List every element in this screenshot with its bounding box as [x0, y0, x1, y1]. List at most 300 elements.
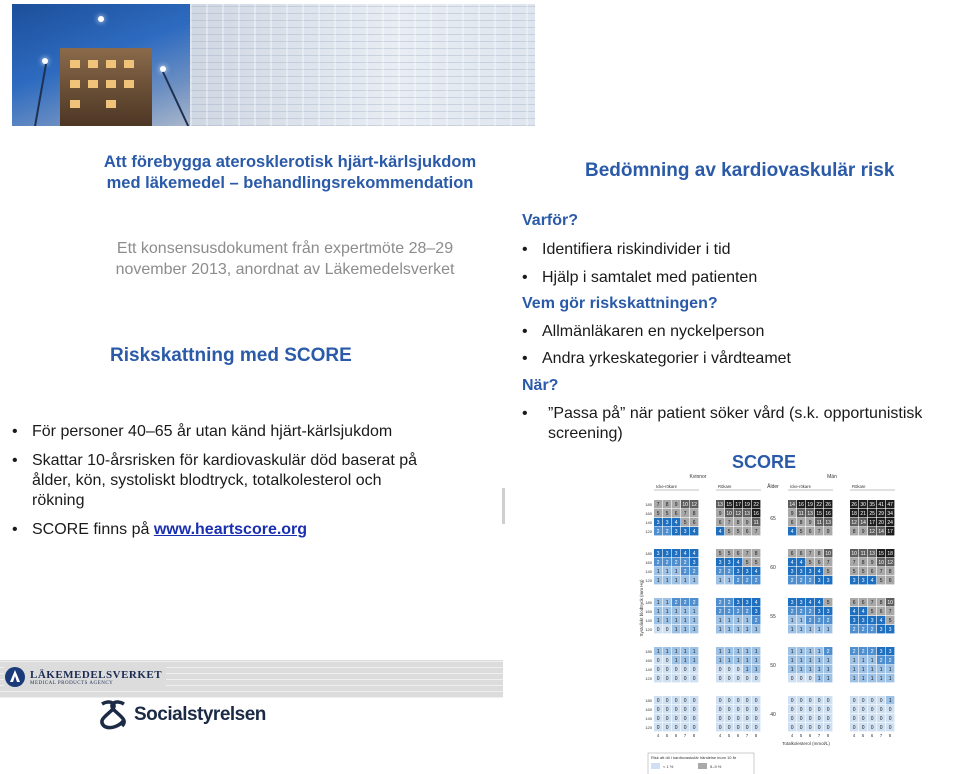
chart-x-tick: 7	[817, 733, 821, 738]
heatmap-cell-value: 2	[745, 578, 749, 584]
heatmap-cell-value: 0	[692, 698, 696, 704]
heatmap-cell-value: 2	[852, 627, 856, 633]
heatmap-cell-value: 0	[861, 707, 865, 713]
heatmap-cell-value: 1	[665, 569, 669, 575]
heatmap-cell-value: 4	[870, 578, 874, 584]
heatmap-cell-value: 1	[736, 618, 740, 624]
heatmap-cell-value: 17	[869, 520, 875, 526]
heatmap-cell-value: 29	[878, 511, 884, 517]
heatmap-cell-value: 0	[656, 627, 660, 633]
chart-sbp-label: 120	[645, 676, 652, 681]
heatmap-cell-value: 4	[817, 600, 821, 606]
heatmap-cell-value: 1	[683, 627, 687, 633]
heatmap-cell-value: 0	[745, 725, 749, 731]
heatmap-cell-value: 5	[656, 511, 660, 517]
heatmap-cell-value: 0	[718, 707, 722, 713]
question-who: Vem gör riskskattningen?	[522, 295, 718, 312]
heatmap-cell-value: 7	[826, 560, 830, 566]
heatmap-cell-value: 1	[727, 618, 731, 624]
heatmap-cell-value: 1	[861, 658, 865, 664]
heatmap-cell-value: 4	[754, 600, 758, 606]
heatmap-cell-value: 8	[861, 560, 865, 566]
heatmap-cell-value: 9	[674, 502, 678, 508]
heatmap-cell-value: 15	[726, 502, 732, 508]
heatmap-cell-value: 19	[744, 502, 750, 508]
heatmap-cell-value: 2	[736, 609, 740, 615]
heatmap-cell-value: 4	[799, 560, 803, 566]
chart-x-tick: 6	[870, 733, 874, 738]
chart-sbp-label: 180	[645, 698, 652, 703]
heatmap-cell-value: 17	[735, 502, 741, 508]
heatmap-cell-value: 3	[745, 569, 749, 575]
heatmap-cell-value: 1	[674, 609, 678, 615]
heatmap-cell-value: 1	[656, 569, 660, 575]
heatmap-cell-value: 12	[691, 502, 697, 508]
heatmap-cell-value: 1	[808, 667, 812, 673]
heatmap-cell-value: 7	[727, 520, 731, 526]
heatmap-cell-value: 0	[674, 676, 678, 682]
heatmap-cell-value: 1	[817, 627, 821, 633]
heatmap-cell-value: 0	[727, 676, 731, 682]
heatmap-cell-value: 7	[683, 511, 687, 517]
heatmap-cell-value: 15	[816, 511, 822, 517]
heatmap-cell-value: 30	[860, 502, 866, 508]
heatmap-cell-value: 3	[674, 551, 678, 557]
heatmap-cell-value: 13	[825, 520, 831, 526]
heatmap-cell-value: 1	[692, 658, 696, 664]
heatmap-cell-value: 1	[852, 658, 856, 664]
heatmap-cell-value: 0	[665, 676, 669, 682]
chart-age-label: 60	[770, 565, 776, 571]
heatmap-cell-value: 13	[869, 551, 875, 557]
heatmap-cell-value: 1	[665, 609, 669, 615]
chart-subheader: Rökare	[718, 484, 732, 489]
bullet-item: • Andra yrkeskategorier i vårdteamet	[522, 350, 791, 367]
chart-x-tick: 6	[808, 733, 812, 738]
heatmap-cell-value: 0	[826, 698, 830, 704]
heatmap-cell-value: 5	[852, 569, 856, 575]
heatmap-cell-value: 1	[799, 627, 803, 633]
score-chart	[636, 468, 902, 774]
heatmap-cell-value: 1	[888, 667, 892, 673]
heatmap-cell-value: 3	[852, 618, 856, 624]
heatmap-cell-value: 47	[887, 502, 893, 508]
heatmap-cell-value: 5	[736, 529, 740, 535]
heatmap-cell-value: 26	[851, 502, 857, 508]
heatmap-cell-value: 1	[683, 578, 687, 584]
chart-sbp-label: 160	[645, 609, 652, 614]
heatmap-cell-value: 12	[887, 560, 893, 566]
chart-x-tick: 8	[826, 733, 830, 738]
heatmap-cell-value: 14	[878, 529, 884, 535]
heatmap-cell-value: 1	[852, 667, 856, 673]
heatmap-cell-value: 4	[808, 600, 812, 606]
heatmap-cell-value: 8	[817, 551, 821, 557]
heatmap-cell-value: 2	[683, 600, 687, 606]
heatmap-cell-value: 1	[692, 649, 696, 655]
chart-subheader: Icke-rökare	[790, 484, 811, 489]
heatmap-cell-value: 2	[754, 618, 758, 624]
heatmap-cell-value: 1	[861, 667, 865, 673]
heatmap-cell-value: 1	[674, 649, 678, 655]
heatmap-cell-value: 10	[825, 551, 831, 557]
heatmap-cell-value: 0	[808, 716, 812, 722]
heatmap-cell-value: 1	[808, 627, 812, 633]
heatmap-cell-value: 1	[692, 627, 696, 633]
heartscore-link[interactable]: www.heartscore.org	[153, 521, 308, 538]
heatmap-cell-value: 3	[852, 578, 856, 584]
heatmap-cell-value: 1	[745, 627, 749, 633]
heatmap-cell-value: 1	[799, 649, 803, 655]
heatmap-cell-value: 5	[727, 551, 731, 557]
heatmap-cell-value: 0	[852, 716, 856, 722]
heatmap-cell-value: 0	[745, 698, 749, 704]
heatmap-cell-value: 4	[736, 560, 740, 566]
document-title: Att förebygga aterosklerotisk hjärt-kärlsjukdom med läkemedel – behandlingsrekommendation	[103, 153, 477, 192]
heatmap-cell-value: 9	[745, 520, 749, 526]
heatmap-cell-value: 6	[861, 600, 865, 606]
heatmap-cell-value: 1	[736, 658, 740, 664]
heatmap-cell-value: 1	[817, 658, 821, 664]
heatmap-cell-value: 5	[826, 600, 830, 606]
heatmap-cell-value: 5	[727, 529, 731, 535]
heatmap-cell-value: 6	[888, 578, 892, 584]
heatmap-cell-value: 3	[888, 627, 892, 633]
heatmap-cell-value: 7	[745, 551, 749, 557]
heatmap-cell-value: 0	[879, 716, 883, 722]
heatmap-cell-value: 4	[692, 551, 696, 557]
heatmap-cell-value: 2	[736, 578, 740, 584]
heatmap-cell-value: 9	[790, 511, 794, 517]
heatmap-cell-value: 1	[674, 569, 678, 575]
heatmap-cell-value: 0	[799, 698, 803, 704]
heatmap-cell-value: 0	[727, 667, 731, 673]
heatmap-cell-value: 4	[790, 529, 794, 535]
heatmap-cell-value: 1	[888, 698, 892, 704]
chart-sbp-label: 140	[645, 569, 652, 574]
heatmap-cell-value: 0	[656, 676, 660, 682]
chart-x-tick: 4	[852, 733, 856, 738]
heatmap-cell-value: 4	[817, 569, 821, 575]
heatmap-cell-value: 2	[826, 649, 830, 655]
heatmap-cell-value: 1	[656, 649, 660, 655]
heatmap-cell-value: 5	[745, 560, 749, 566]
heatmap-cell-value: 7	[852, 560, 856, 566]
heatmap-cell-value: 7	[808, 551, 812, 557]
heatmap-cell-value: 0	[745, 707, 749, 713]
chart-header-age: Ålder	[767, 484, 779, 490]
heatmap-cell-value: 10	[851, 551, 857, 557]
heatmap-cell-value: 3	[692, 560, 696, 566]
heatmap-cell-value: 6	[718, 520, 722, 526]
heatmap-cell-value: 5	[888, 618, 892, 624]
heatmap-cell-value: 19	[807, 502, 813, 508]
heatmap-cell-value: 3	[861, 618, 865, 624]
heatmap-cell-value: 0	[826, 725, 830, 731]
heatmap-cell-value: 0	[683, 667, 687, 673]
heatmap-cell-value: 2	[727, 609, 731, 615]
heatmap-cell-value: 5	[879, 578, 883, 584]
heatmap-cell-value: 2	[665, 529, 669, 535]
heatmap-cell-value: 0	[727, 716, 731, 722]
heatmap-cell-value: 1	[817, 667, 821, 673]
heatmap-cell-value: 2	[861, 649, 865, 655]
heatmap-cell-value: 1	[718, 658, 722, 664]
heatmap-cell-value: 5	[683, 520, 687, 526]
heatmap-cell-value: 0	[727, 707, 731, 713]
heatmap-cell-value: 2	[718, 609, 722, 615]
heatmap-cell-value: 2	[692, 600, 696, 606]
heatmap-cell-value: 1	[817, 649, 821, 655]
heatmap-cell-value: 0	[861, 725, 865, 731]
heatmap-cell-value: 12	[869, 529, 875, 535]
heatmap-cell-value: 16	[753, 511, 759, 517]
heatmap-cell-value: 2	[656, 529, 660, 535]
heatmap-cell-value: 1	[718, 627, 722, 633]
heatmap-cell-value: 15	[878, 551, 884, 557]
heatmap-cell-value: 1	[674, 627, 678, 633]
chart-x-tick: 5	[665, 733, 669, 738]
heatmap-cell-value: 1	[870, 658, 874, 664]
heatmap-cell-value: 0	[656, 725, 660, 731]
heatmap-cell-value: 5	[665, 511, 669, 517]
heatmap-cell-value: 2	[656, 560, 660, 566]
heatmap-cell-value: 17	[887, 529, 893, 535]
chart-header-women: Kvinnor	[689, 474, 707, 480]
heatmap-cell-value: 0	[656, 658, 660, 664]
heatmap-cell-value: 6	[799, 551, 803, 557]
chart-age-label: 50	[770, 663, 776, 669]
heatmap-cell-value: 0	[817, 716, 821, 722]
heatmap-cell-value: 2	[718, 569, 722, 575]
heatmap-cell-value: 1	[674, 618, 678, 624]
heatmap-cell-value: 0	[736, 698, 740, 704]
heatmap-cell-value: 0	[861, 698, 865, 704]
heatmap-cell-value: 1	[754, 627, 758, 633]
heatmap-cell-value: 0	[754, 707, 758, 713]
heatmap-cell-value: 1	[692, 609, 696, 615]
heatmap-cell-value: 0	[736, 725, 740, 731]
heatmap-cell-value: 5	[799, 529, 803, 535]
heatmap-cell-value: 0	[745, 716, 749, 722]
heatmap-cell-value: 6	[817, 560, 821, 566]
heatmap-cell-value: 1	[799, 618, 803, 624]
heatmap-cell-value: 1	[799, 667, 803, 673]
heatmap-cell-value: 1	[736, 627, 740, 633]
heatmap-cell-value: 18	[851, 511, 857, 517]
legend-swatch	[651, 763, 660, 769]
bullet-item: • Identifiera riskindivider i tid	[522, 241, 731, 258]
chart-sbp-label: 120	[645, 529, 652, 534]
chart-sbp-label: 180	[645, 600, 652, 605]
heatmap-cell-value: 0	[870, 707, 874, 713]
heatmap-cell-value: 7	[879, 569, 883, 575]
heatmap-cell-value: 1	[683, 618, 687, 624]
heatmap-cell-value: 1	[656, 618, 660, 624]
heatmap-cell-value: 3	[683, 529, 687, 535]
heatmap-cell-value: 3	[656, 551, 660, 557]
heatmap-cell-value: 0	[665, 707, 669, 713]
heatmap-cell-value: 24	[887, 520, 893, 526]
heatmap-cell-value: 1	[826, 667, 830, 673]
heatmap-cell-value: 1	[754, 658, 758, 664]
heatmap-cell-value: 0	[754, 716, 758, 722]
chart-sbp-label: 180	[645, 551, 652, 556]
heatmap-cell-value: 9	[861, 529, 865, 535]
heatmap-cell-value: 0	[683, 707, 687, 713]
heatmap-cell-value: 0	[799, 725, 803, 731]
heatmap-cell-value: 0	[808, 725, 812, 731]
chart-x-tick: 5	[799, 733, 803, 738]
heatmap-cell-value: 4	[674, 520, 678, 526]
heatmap-cell-value: 1	[826, 658, 830, 664]
heatmap-cell-value: 1	[683, 609, 687, 615]
heatmap-cell-value: 6	[736, 551, 740, 557]
heatmap-cell-value: 20	[878, 520, 884, 526]
heatmap-cell-value: 0	[683, 676, 687, 682]
legend-label: 5–9 %	[710, 764, 722, 769]
heatmap-cell-value: 2	[692, 569, 696, 575]
chart-x-tick: 6	[736, 733, 740, 738]
chart-sbp-label: 160	[645, 560, 652, 565]
heatmap-cell-value: 1	[683, 649, 687, 655]
heatmap-cell-value: 1	[674, 658, 678, 664]
heatmap-cell-value: 2	[754, 578, 758, 584]
heatmap-cell-value: 1	[826, 627, 830, 633]
heatmap-cell-value: 2	[683, 569, 687, 575]
heatmap-cell-value: 2	[799, 578, 803, 584]
heatmap-cell-value: 1	[674, 578, 678, 584]
heatmap-cell-value: 0	[718, 667, 722, 673]
chart-legend-title: Risk att dö i kardiovaskulär händelse inom 10 år	[651, 755, 737, 760]
heatmap-cell-value: 13	[717, 502, 723, 508]
heatmap-cell-value: 0	[879, 725, 883, 731]
chart-sbp-label: 160	[645, 511, 652, 516]
heatmap-cell-value: 1	[665, 618, 669, 624]
chart-sbp-label: 180	[645, 502, 652, 507]
risk-assessment-title: Bedömning av kardiovaskulär risk	[585, 160, 895, 181]
heatmap-cell-value: 0	[888, 716, 892, 722]
chart-x-tick: 7	[683, 733, 687, 738]
heatmap-cell-value: 0	[808, 676, 812, 682]
heatmap-cell-value: 1	[665, 600, 669, 606]
heatmap-cell-value: 3	[718, 560, 722, 566]
heatmap-cell-value: 0	[852, 725, 856, 731]
bullet-item: • För personer 40–65 år utan känd hjärt-kärlsjukdom	[12, 423, 393, 440]
heatmap-cell-value: 0	[736, 676, 740, 682]
chart-age-label: 40	[770, 712, 776, 718]
divider	[502, 488, 505, 524]
heatmap-cell-value: 0	[665, 698, 669, 704]
heatmap-cell-value: 3	[674, 529, 678, 535]
heatmap-cell-value: 16	[798, 502, 804, 508]
heatmap-cell-value: 9	[870, 560, 874, 566]
socialstyrelsen-emblem-icon	[96, 700, 130, 730]
heatmap-cell-value: 0	[799, 716, 803, 722]
chart-sbp-label: 140	[645, 520, 652, 525]
heatmap-cell-value: 0	[674, 707, 678, 713]
chart-subheader: Rökare	[852, 484, 866, 489]
heatmap-cell-value: 8	[754, 551, 758, 557]
heatmap-cell-value: 6	[692, 520, 696, 526]
heatmap-cell-value: 12	[851, 520, 857, 526]
heatmap-cell-value: 0	[790, 698, 794, 704]
heatmap-cell-value: 0	[665, 725, 669, 731]
heatmap-cell-value: 3	[879, 649, 883, 655]
heatmap-cell-value: 6	[745, 529, 749, 535]
heatmap-cell-value: 4	[879, 618, 883, 624]
chart-x-tick: 5	[861, 733, 865, 738]
heatmap-cell-value: 6	[790, 520, 794, 526]
banner-photo-sky	[12, 4, 190, 126]
heatmap-cell-value: 8	[852, 529, 856, 535]
heatmap-cell-value: 5	[861, 569, 865, 575]
heatmap-cell-value: 14	[789, 502, 795, 508]
chart-x-tick: 8	[692, 733, 696, 738]
socialstyrelsen-logo: Socialstyrelsen	[96, 700, 266, 730]
heatmap-cell-value: 1	[692, 578, 696, 584]
heatmap-cell-value: 4	[754, 569, 758, 575]
heatmap-cell-value: 2	[888, 658, 892, 664]
heatmap-cell-value: 41	[878, 502, 884, 508]
heatmap-cell-value: 0	[727, 698, 731, 704]
heatmap-cell-value: 1	[790, 627, 794, 633]
heatmap-cell-value: 2	[808, 618, 812, 624]
heatmap-cell-value: 22	[753, 502, 759, 508]
heatmap-cell-value: 10	[726, 511, 732, 517]
heatmap-cell-value: 1	[745, 618, 749, 624]
heatmap-cell-value: 2	[790, 578, 794, 584]
heatmap-cell-value: 3	[665, 551, 669, 557]
heatmap-cell-value: 1	[656, 600, 660, 606]
heatmap-cell-value: 1	[727, 649, 731, 655]
heatmap-cell-value: 7	[870, 600, 874, 606]
heatmap-cell-value: 1	[790, 667, 794, 673]
chart-sbp-label: 180	[645, 649, 652, 654]
heatmap-cell-value: 0	[870, 725, 874, 731]
heatmap-cell-value: 1	[683, 658, 687, 664]
bullet-item: • Skattar 10-årsrisken för kardiovaskulär död baserat på ålder, kön, systoliskt blodtryck, totalkolesterol och rökning	[12, 452, 418, 509]
heatmap-cell-value: 7	[754, 529, 758, 535]
heatmap-cell-value: 8	[888, 569, 892, 575]
heatmap-cell-value: 2	[861, 627, 865, 633]
heatmap-cell-value: 5	[754, 560, 758, 566]
heatmap-cell-value: 5	[808, 560, 812, 566]
heatmap-cell-value: 0	[665, 716, 669, 722]
heatmap-cell-value: 1	[879, 676, 883, 682]
heatmap-cell-value: 1	[665, 578, 669, 584]
heatmap-cell-value: 12	[735, 511, 741, 517]
heatmap-cell-value: 0	[888, 707, 892, 713]
chart-ylabel: Systoliskt blodtryck (mm Hg)	[639, 579, 644, 637]
heatmap-cell-value: 0	[754, 676, 758, 682]
heatmap-cell-value: 0	[852, 707, 856, 713]
bullet-item: • Allmänläkaren en nyckelperson	[522, 323, 765, 340]
heatmap-cell-value: 8	[799, 520, 803, 526]
heatmap-cell-value: 3	[870, 618, 874, 624]
heatmap-cell-value: 2	[826, 618, 830, 624]
heatmap-cell-value: 25	[869, 511, 875, 517]
heatmap-cell-value: 0	[665, 627, 669, 633]
heatmap-cell-value: 2	[745, 609, 749, 615]
heatmap-cell-value: 3	[665, 520, 669, 526]
heatmap-cell-value: 16	[825, 511, 831, 517]
heatmap-cell-value: 3	[888, 649, 892, 655]
question-when: När?	[522, 377, 559, 394]
heatmap-cell-value: 3	[736, 600, 740, 606]
heatmap-cell-value: 0	[692, 667, 696, 673]
heatmap-cell-value: 10	[878, 560, 884, 566]
